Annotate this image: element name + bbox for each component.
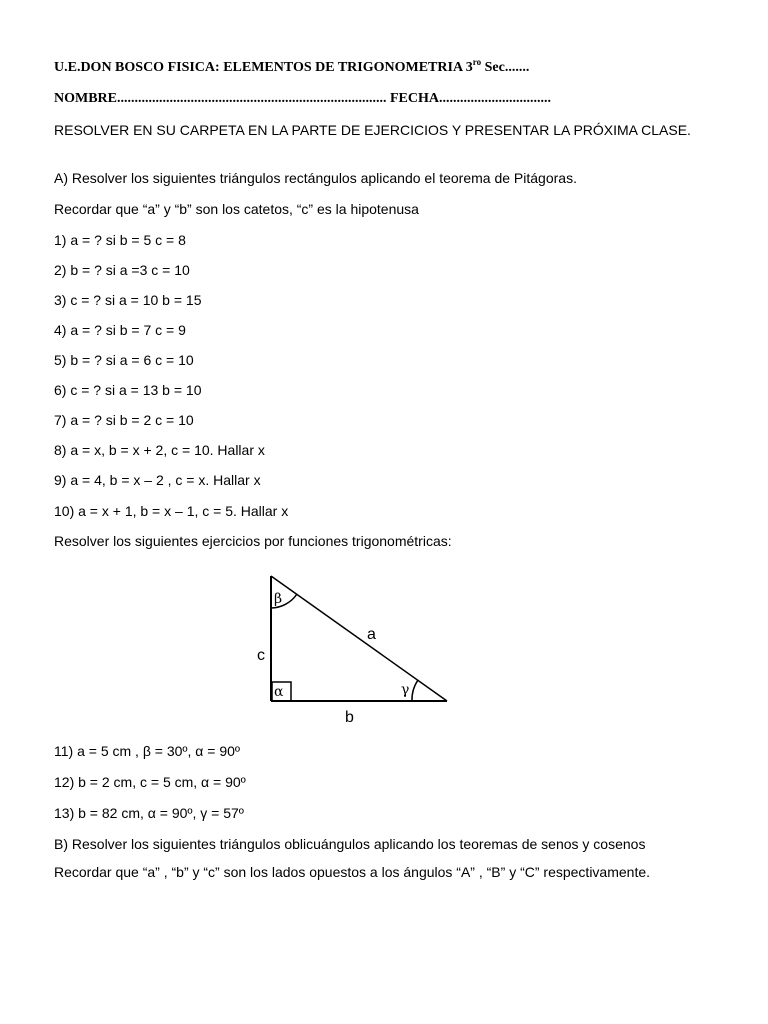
exercise-item: 8) a = x, b = x + 2, c = 10. Hallar x: [54, 442, 265, 458]
section-b-reminder: Recordar que “a” , “b” y “c” son los lados opuestos a los ángulos “A” , “B” y “C” respectivamente.: [54, 864, 651, 880]
right-triangle-figure: [250, 570, 460, 730]
label-side-a: a: [367, 626, 376, 643]
title-superscript: ro: [472, 57, 482, 67]
title-main: U.E.DON BOSCO FISICA: ELEMENTOS DE TRIGONOMETRIA 3: [54, 60, 473, 75]
worksheet-title: [54, 57, 529, 76]
name-date-line: NOMBRE............................................................................. FECHA................................: [54, 91, 551, 106]
exercise-item: 11) a = 5 cm , β = 30º, α = 90º: [54, 743, 241, 759]
label-side-c: c: [257, 647, 265, 664]
exercise-item: 1) a = ? si b = 5 c = 8: [54, 232, 186, 248]
exercise-item: 7) a = ? si b = 2 c = 10: [54, 412, 194, 428]
trig-intro: Resolver los siguientes ejercicios por funciones trigonométricas:: [54, 533, 452, 549]
section-a-heading: A) Resolver los siguientes triángulos rectángulos aplicando el teorema de Pitágoras.: [54, 170, 577, 186]
exercise-item: 2) b = ? si a =3 c = 10: [54, 262, 190, 278]
label-alpha: α: [274, 684, 284, 700]
section-b-heading: B) Resolver los siguientes triángulos oblicuángulos aplicando los teoremas de senos y cosenos: [54, 836, 646, 852]
exercise-item: 5) b = ? si a = 6 c = 10: [54, 352, 194, 368]
exercise-item: 13) b = 82 cm, α = 90º, γ = 57º: [54, 805, 244, 821]
label-beta: β: [274, 591, 283, 607]
exercise-item: 10) a = x + 1, b = x – 1, c = 5. Hallar x: [54, 503, 289, 519]
section-a-reminder: Recordar que “a” y “b” son los catetos, “c” es la hipotenusa: [54, 201, 419, 217]
exercise-item: 4) a = ? si b = 7 c = 9: [54, 322, 186, 338]
exercise-item: 6) c = ? si a = 13 b = 10: [54, 382, 202, 398]
exercise-item: 3) c = ? si a = 10 b = 15: [54, 292, 202, 308]
side-a-line: [271, 576, 447, 701]
label-gamma: γ: [401, 682, 410, 698]
title-tail: Sec.......: [481, 60, 530, 75]
gamma-arc: [412, 680, 418, 701]
label-side-b: b: [345, 709, 354, 726]
exercise-item: 9) a = 4, b = x – 2 , c = x. Hallar x: [54, 472, 261, 488]
instruction-text: RESOLVER EN SU CARPETA EN LA PARTE DE EJERCICIOS Y PRESENTAR LA PRÓXIMA CLASE.: [54, 122, 691, 138]
exercise-item: 12) b = 2 cm, c = 5 cm, α = 90º: [54, 774, 246, 790]
